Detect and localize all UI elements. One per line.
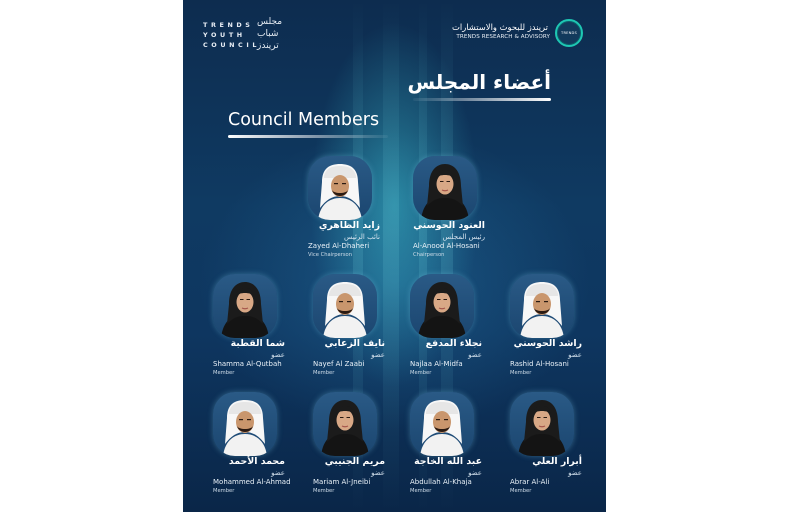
member-role-ar: عضو <box>271 469 285 477</box>
member-photo <box>510 392 574 456</box>
member-role-ar: عضو <box>371 351 385 359</box>
member-role-en: Member <box>510 370 532 376</box>
member-role-en: Member <box>410 370 432 376</box>
member-role-en: Chairperson <box>413 252 445 258</box>
member-name-ar: نجلاء المدفع <box>425 338 482 349</box>
member-card <box>410 274 508 384</box>
trends-circle-logo-icon <box>555 19 583 47</box>
member-name-ar: أبرار العلي <box>532 456 582 467</box>
council-poster <box>183 0 606 512</box>
member-role-ar: نائب الرئيس <box>343 233 380 241</box>
member-card <box>410 392 508 502</box>
member-name-en: Al-Anood Al-Hosani <box>413 242 480 250</box>
member-card <box>213 274 311 384</box>
member-card <box>510 274 606 384</box>
title-english-underline <box>228 135 388 138</box>
member-name-ar: عبد الله الخاجة <box>414 456 482 467</box>
member-name-en: Zayed Al-Dhaheri <box>308 242 370 250</box>
member-role-ar: عضو <box>468 469 482 477</box>
trends-circle-text: TRENDS <box>561 31 577 35</box>
member-photo <box>213 392 277 456</box>
member-role-en: Member <box>213 488 235 494</box>
member-name-en: Mohammed Al-Ahmad <box>213 478 291 486</box>
member-photo <box>413 156 477 220</box>
member-card <box>213 392 311 502</box>
member-role-en: Member <box>213 370 235 376</box>
member-photo <box>308 156 372 220</box>
member-name-ar: مريم الجنيبي <box>324 456 385 467</box>
member-photo <box>410 392 474 456</box>
member-name-en: Rashid Al-Hosani <box>510 360 569 368</box>
member-name-ar: العنود الحوسني <box>413 220 485 231</box>
member-card <box>413 156 511 266</box>
member-photo <box>510 274 574 338</box>
member-role-ar: عضو <box>371 469 385 477</box>
trends-logo-ar: تريندز للبحوث والاستشارات <box>451 22 548 32</box>
member-role-ar: عضو <box>568 469 582 477</box>
member-card <box>510 392 606 502</box>
member-role-en: Member <box>410 488 432 494</box>
member-name-ar: راشد الحوسني <box>513 338 582 349</box>
member-name-ar: محمد الأحمد <box>228 456 285 467</box>
member-role-en: Member <box>313 488 335 494</box>
title-arabic-underline <box>413 98 551 101</box>
member-role-en: Member <box>313 370 335 376</box>
trends-logo-en: TRENDS RESEARCH & ADVISORY <box>456 34 550 40</box>
title-english: Council Members <box>228 110 380 130</box>
youth-council-logo-en: TRENDS YOUTH COUNCIL <box>203 21 261 49</box>
member-photo <box>313 392 377 456</box>
member-name-en: Mariam Al-Jneibi <box>313 478 371 486</box>
member-photo <box>313 274 377 338</box>
member-name-en: Abdullah Al-Khaja <box>410 478 472 486</box>
member-name-en: Nayef Al Zaabi <box>313 360 365 368</box>
member-role-ar: رئيس المجلس <box>442 233 485 241</box>
member-name-ar: زايد الظاهري <box>318 220 380 231</box>
youth-council-logo-ar: مجلس شباب تريندز <box>257 17 283 51</box>
member-role-ar: عضو <box>568 351 582 359</box>
member-role-ar: عضو <box>468 351 482 359</box>
member-photo <box>410 274 474 338</box>
title-arabic: أعضاء المجلس <box>407 70 551 94</box>
member-role-ar: عضو <box>271 351 285 359</box>
member-name-ar: نايف الزعابي <box>324 338 385 349</box>
member-role-en: Vice Chairperson <box>308 252 353 258</box>
member-name-ar: شما القطبة <box>230 338 285 349</box>
member-name-en: Abrar Al-Ali <box>510 478 550 486</box>
member-name-en: Shamma Al-Qutbah <box>213 360 282 368</box>
member-photo <box>213 274 277 338</box>
member-role-en: Member <box>510 488 532 494</box>
member-card <box>308 156 406 266</box>
member-name-en: Najlaa Al-Midfa <box>410 360 463 368</box>
member-card <box>313 392 411 502</box>
member-card <box>313 274 411 384</box>
